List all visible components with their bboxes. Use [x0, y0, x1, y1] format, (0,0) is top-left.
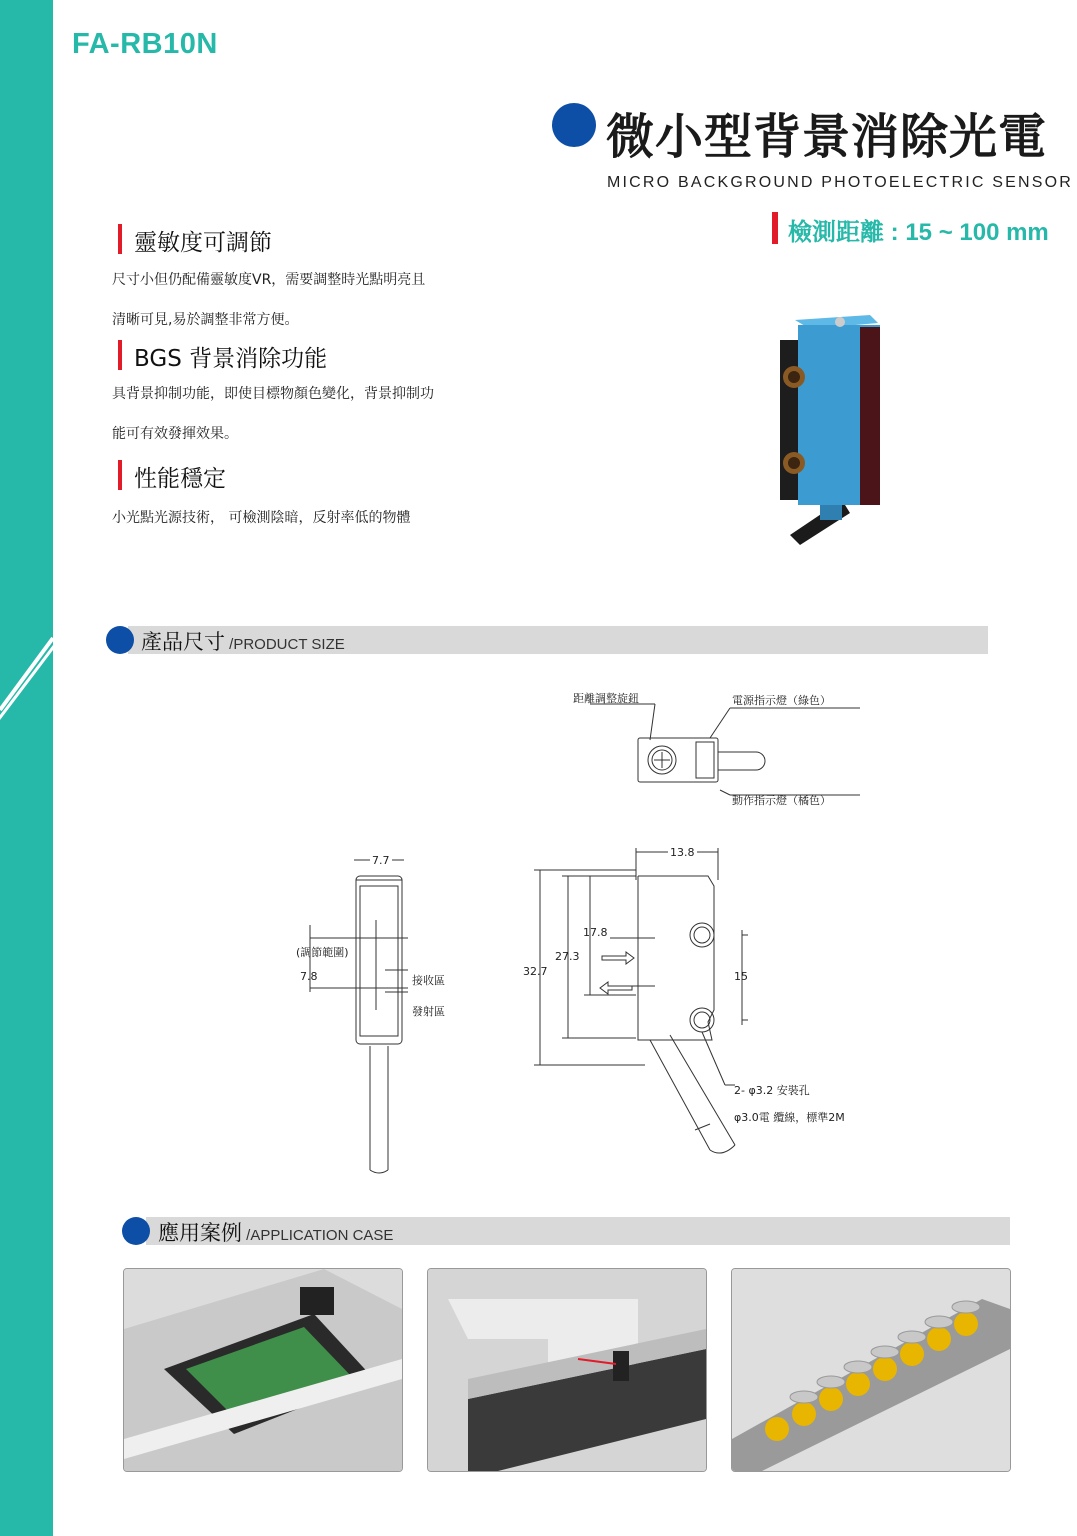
feature-text-sensitivity [112, 260, 472, 340]
label-action-led: 動作指示燈（橘色） [732, 794, 831, 807]
page-subtitle: MICRO BACKGROUND PHOTOELECTRIC SENSOR [607, 174, 1074, 191]
section-title-app [158, 1217, 393, 1247]
dim-32-7: 32.7 [523, 965, 548, 978]
label-holes: 2- φ3.2 安裝孔 [734, 1084, 810, 1097]
feature-text-bgs [112, 374, 472, 454]
dim-17-8: 17.8 [583, 926, 608, 939]
label-knob: 距離調整旋鈕 [573, 692, 639, 705]
feature-marker [118, 340, 122, 370]
label-emit: 發射區 [412, 1005, 445, 1018]
feature-marker [118, 460, 122, 490]
feature-title-stability: 性能穩定 [134, 466, 226, 492]
feature-line: 尺寸小但仍配備靈敏度VR，需要調整時光點明亮且 [112, 272, 426, 288]
section-title-zh: 應用案例 [158, 1221, 242, 1245]
detection-range: 檢測距離 : 15 ~ 100 mm [788, 219, 1049, 246]
page-title: 微小型背景消除光電 [606, 109, 1048, 165]
feature-line: 具背景抑制功能，即使目標物顏色變化，背景抑制功 [112, 386, 434, 402]
application-photo-conveyor [427, 1268, 707, 1472]
title-bullet-icon [552, 103, 596, 147]
application-photo-cups [731, 1268, 1011, 1472]
label-cable: φ3.0電 纜線，標準2M [734, 1111, 845, 1124]
feature-line: 清晰可見,易於調整非常方便。 [112, 312, 299, 328]
section-title-zh: 產品尺寸 [141, 630, 225, 654]
dim-width-7-7: 7.7 [372, 854, 390, 867]
feature-marker [118, 224, 122, 254]
section-title-size [141, 626, 345, 656]
dim-15: 15 [734, 970, 748, 983]
section-title-en: /APPLICATION CASE [242, 1227, 394, 1244]
label-adjust-range: (調節範圍) [296, 946, 349, 959]
feature-line: 小光點光源技術， 可檢測陰暗，反射率低的物體 [112, 510, 411, 526]
dim-7-8: 7.8 [300, 970, 318, 983]
side-accent-bar [0, 0, 53, 1536]
model-number: FA-RB10N [72, 28, 218, 60]
side-accent-cut [0, 620, 60, 720]
feature-title-sensitivity: 靈敏度可調節 [134, 230, 272, 256]
dim-27-3: 27.3 [555, 950, 580, 963]
sensor-product-image [770, 305, 890, 545]
section-bullet-icon [106, 626, 134, 654]
application-photo-pcb [123, 1268, 403, 1472]
feature-line: 能可有效發揮效果。 [112, 426, 238, 442]
feature-title-bgs: BGS 背景消除功能 [134, 346, 328, 372]
section-bullet-icon [122, 1217, 150, 1245]
section-title-en: /PRODUCT SIZE [225, 636, 345, 653]
label-power-led: 電源指示燈（綠色） [732, 694, 831, 707]
label-receive: 接收區 [412, 974, 445, 987]
dim-width-13-8: 13.8 [670, 846, 695, 859]
feature-text-stability [112, 498, 472, 538]
range-marker [772, 212, 778, 244]
